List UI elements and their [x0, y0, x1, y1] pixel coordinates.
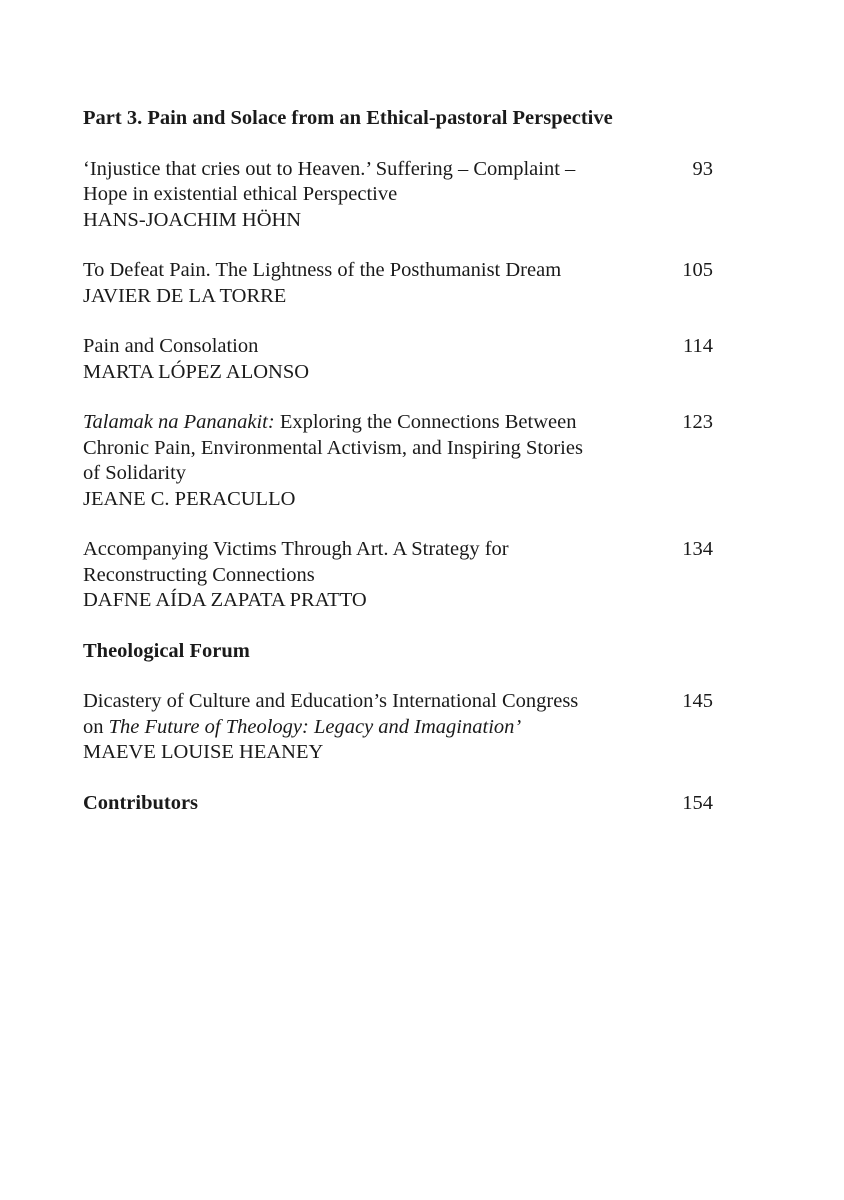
toc-entry-text	[83, 157, 643, 234]
toc-entry	[83, 537, 713, 614]
entry-title-italic: Talamak na Pananakit:	[83, 411, 275, 433]
entry-title-line: Hope in existential ethical Perspective	[83, 183, 398, 205]
entry-author: MAEVE LOUISE HEANEY	[83, 741, 324, 763]
section-heading-part-3: Part 3. Pain and Solace from an Ethical-pastoral Perspective	[83, 107, 613, 129]
entry-title-line: ‘Injustice that cries out to Heaven.’ Suffering – Complaint –	[83, 157, 576, 180]
entry-title-line: Chronic Pain, Environmental Activism, and Inspiring Stories	[83, 436, 583, 459]
toc-entry-text	[83, 258, 643, 309]
entry-title-italic: The Future of Theology: Legacy and Imagination’	[108, 715, 522, 738]
entry-title-line: Pain and Consolation	[83, 335, 259, 357]
toc-entry-text	[83, 689, 643, 766]
entry-title-line: Accompanying Victims Through Art. A Strategy for	[83, 538, 509, 560]
entry-title-line: Dicastery of Culture and Education’s International Congress	[83, 690, 579, 712]
entry-author: MARTA LÓPEZ ALONSO	[83, 360, 310, 383]
table-of-contents	[83, 106, 713, 816]
entry-page-number: 114	[683, 335, 713, 357]
entry-title-line	[83, 715, 643, 741]
entry-author: HANS-JOACHIM HÖHN	[83, 208, 302, 231]
entry-title-line: Reconstructing Connections	[83, 563, 315, 586]
contributors-label: Contributors	[83, 791, 199, 814]
toc-entry-text	[83, 410, 643, 512]
section-heading-theological-forum: Theological Forum	[83, 639, 250, 662]
entry-author: DAFNE AÍDA ZAPATA PRATTO	[83, 589, 367, 611]
toc-entry	[83, 689, 713, 766]
toc-entry-contributors	[83, 791, 713, 817]
toc-entry	[83, 334, 713, 385]
entry-page-number: 134	[682, 538, 713, 560]
entry-page-number: 123	[682, 411, 713, 433]
entry-page-number: 93	[692, 157, 713, 180]
entry-title-line: To Defeat Pain. The Lightness of the Posthumanist Dream	[83, 259, 562, 281]
toc-entry-text	[83, 334, 643, 385]
entry-title-rest: Exploring the Connections Between	[274, 411, 577, 433]
entry-page-number: 154	[682, 791, 713, 814]
entry-title-line	[83, 410, 643, 436]
entry-page-number: 105	[682, 259, 713, 281]
entry-title-prefix: on	[83, 715, 109, 738]
toc-entry-text	[83, 537, 643, 614]
toc-entry	[83, 258, 713, 309]
toc-entry	[83, 157, 713, 234]
entry-author: JAVIER DE LA TORRE	[83, 284, 287, 307]
entry-title-line: of Solidarity	[83, 462, 187, 484]
toc-entry	[83, 410, 713, 512]
entry-author: JEANE C. PERACULLO	[83, 487, 296, 510]
entry-page-number: 145	[682, 690, 713, 712]
